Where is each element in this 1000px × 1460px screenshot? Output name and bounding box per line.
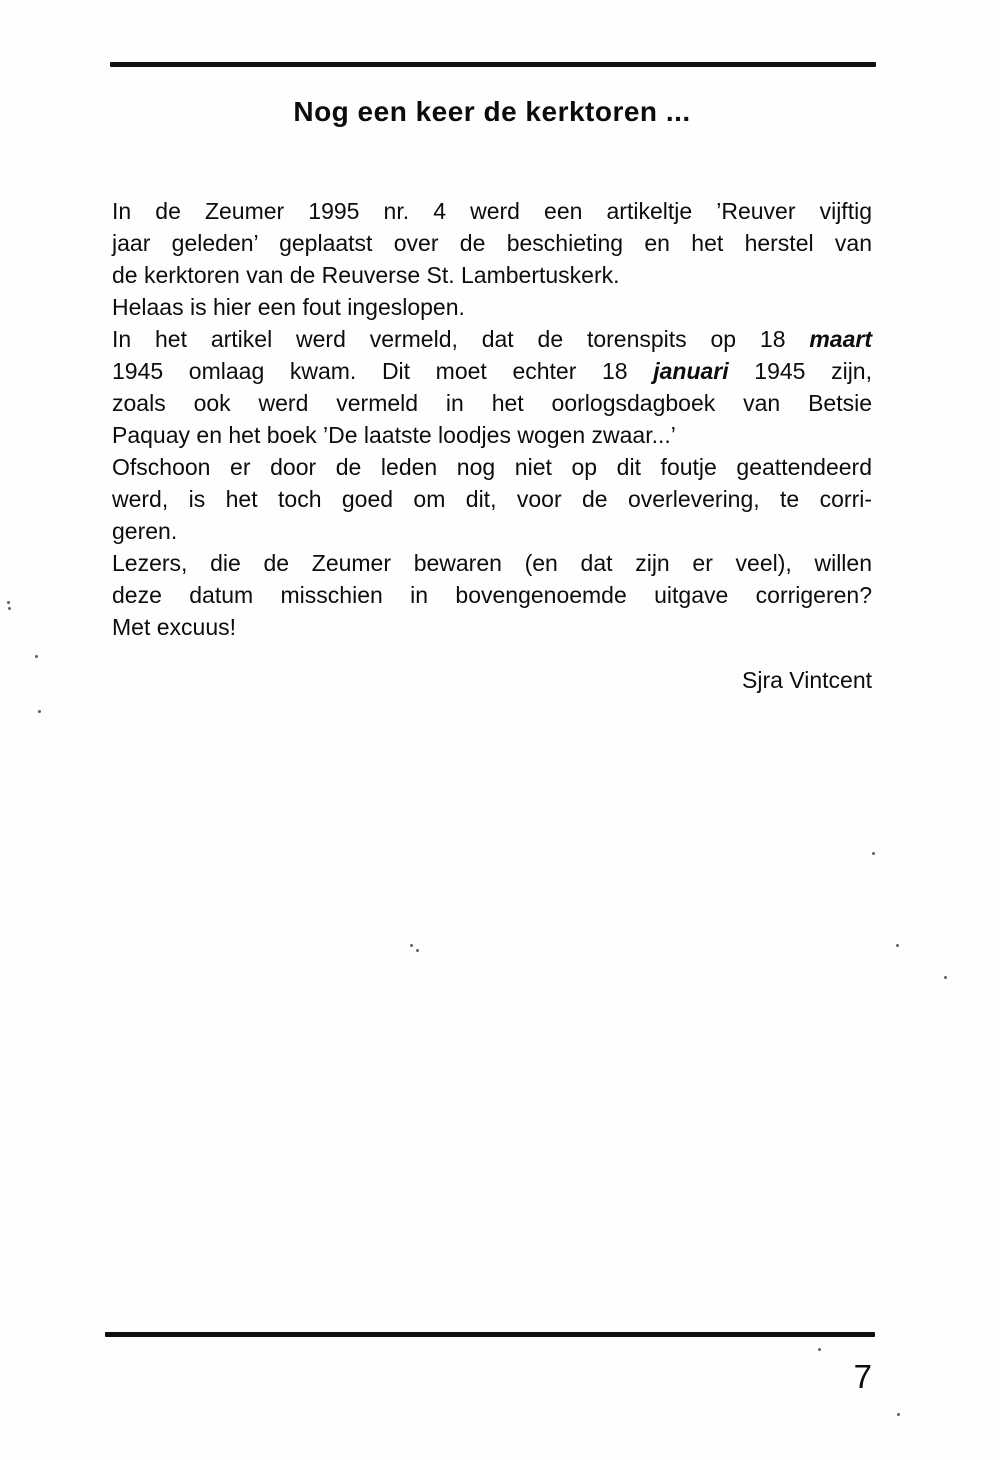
text-line <box>112 387 872 419</box>
scan-speck <box>818 1348 821 1351</box>
text-segment: Lezers, die de Zeumer bewaren (en dat zijn er veel), willen <box>112 550 872 576</box>
text-line <box>112 291 872 323</box>
scan-speck <box>872 852 875 855</box>
text-segment: 1945 omlaag kwam. Dit moet echter 18 <box>112 358 654 384</box>
bottom-rule <box>105 1332 875 1337</box>
text-segment: Ofschoon er door de leden nog niet op dit foutje geattendeerd <box>112 454 872 480</box>
page-number: 7 <box>853 1358 872 1395</box>
text-segment: de kerktoren van de Reuverse St. Lambertuskerk. <box>112 262 620 288</box>
scan-speck <box>944 976 947 979</box>
scan-speck <box>897 1413 900 1416</box>
article-body <box>112 195 872 643</box>
scan-speck <box>410 944 413 947</box>
text-line <box>112 451 872 483</box>
text-line <box>112 355 872 387</box>
text-line <box>112 195 872 227</box>
scan-speck <box>7 601 10 604</box>
text-segment: werd, is het toch goed om dit, voor de overlevering, te corri- <box>112 486 872 512</box>
text-line <box>112 259 872 291</box>
text-line <box>112 227 872 259</box>
text-segment: Paquay en het boek ’De laatste loodjes wogen zwaar...’ <box>112 422 676 448</box>
text-segment: geren. <box>112 518 178 544</box>
text-line <box>112 323 872 355</box>
scan-speck <box>416 949 419 952</box>
text-line <box>112 515 872 547</box>
scan-speck <box>8 607 11 610</box>
top-rule <box>110 62 876 67</box>
text-segment: In het artikel werd vermeld, dat de torenspits op 18 <box>112 326 810 352</box>
text-line <box>112 483 872 515</box>
text-segment: deze datum misschien in bovengenoemde uitgave corrigeren? <box>112 582 872 608</box>
text-line <box>112 419 872 451</box>
text-segment: In de Zeumer 1995 nr. 4 werd een artikeltje ’Reuver vijftig <box>112 198 872 224</box>
scan-speck <box>38 710 41 713</box>
text-line <box>112 611 872 643</box>
text-segment: 1945 zijn, <box>728 358 872 384</box>
text-segment: Helaas is hier een fout ingeslopen. <box>112 294 465 320</box>
emphasized-text: maart <box>809 326 872 352</box>
signature: Sjra Vintcent <box>742 667 872 693</box>
text-segment: jaar geleden’ geplaatst over de beschieting en het herstel van <box>112 230 872 256</box>
article-title: Nog een keer de kerktoren ... <box>293 96 691 127</box>
scan-speck <box>35 655 38 658</box>
text-segment: zoals ook werd vermeld in het oorlogsdagboek van Betsie <box>112 390 872 416</box>
text-segment: Met excuus! <box>112 614 236 640</box>
scan-speck <box>896 944 899 947</box>
text-line <box>112 547 872 579</box>
text-line <box>112 579 872 611</box>
emphasized-text: januari <box>653 358 729 384</box>
